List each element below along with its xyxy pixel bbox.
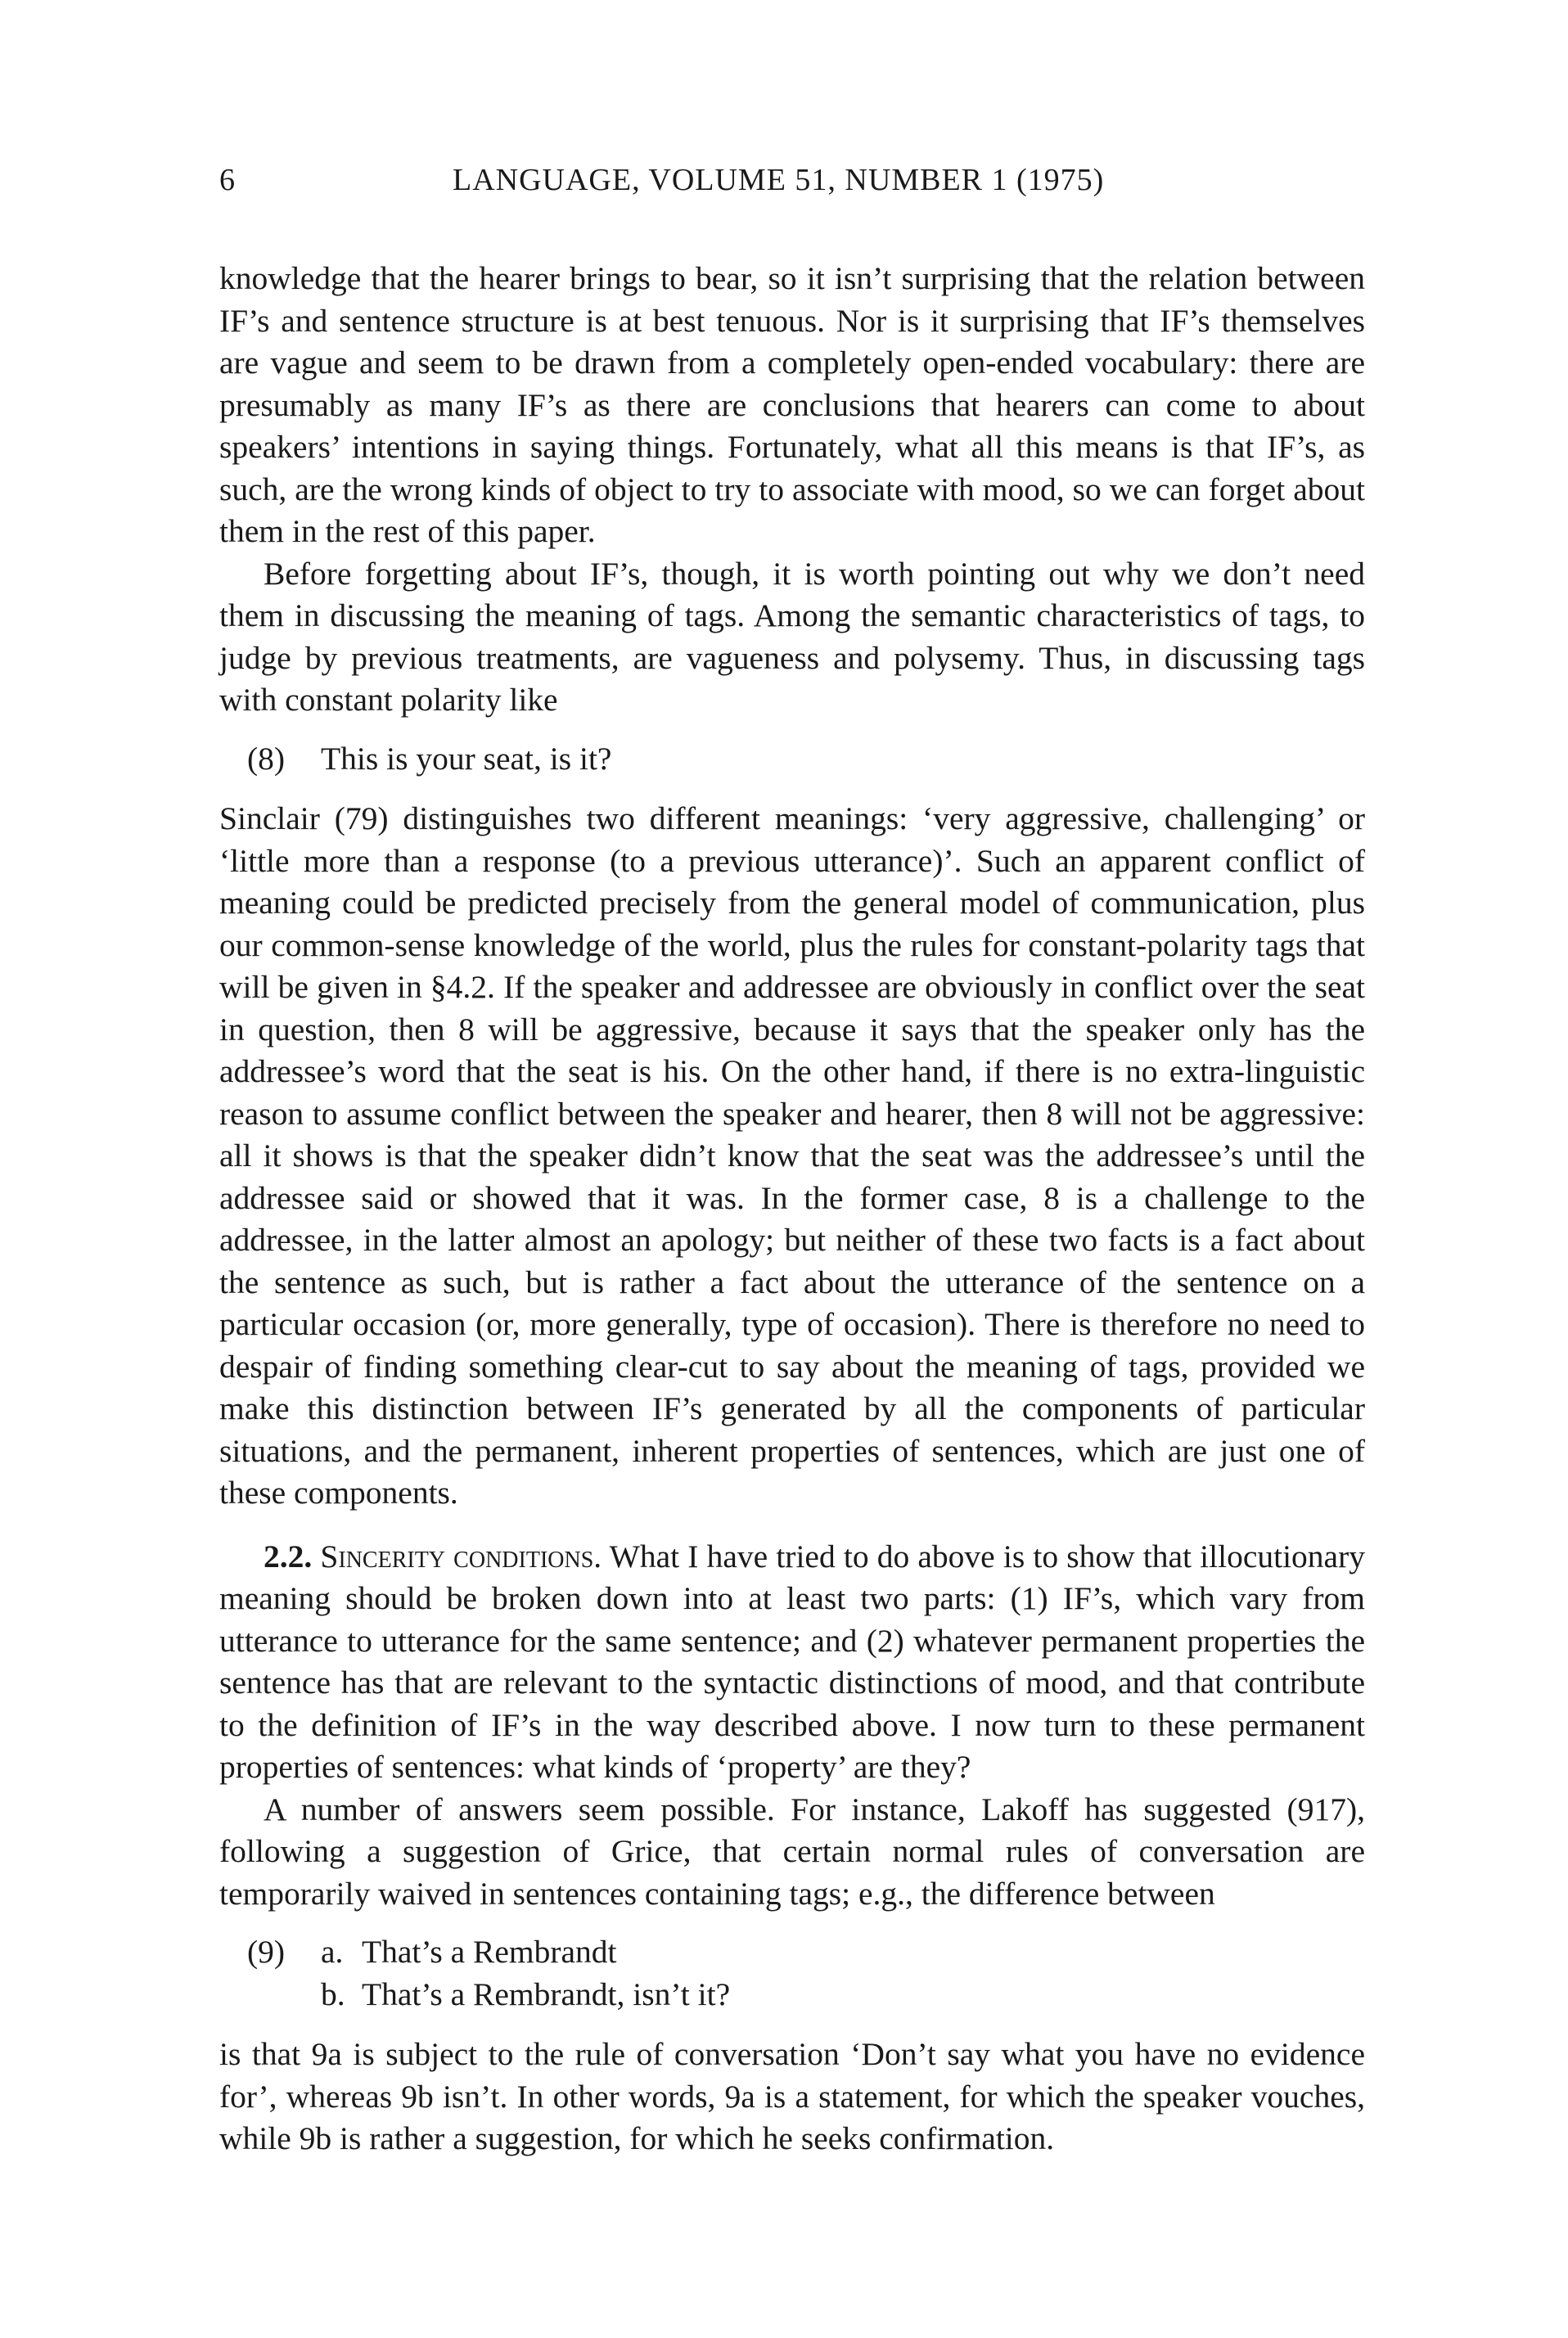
example-text: That’s a Rembrandt	[362, 1934, 617, 1970]
page-number: 6	[219, 163, 235, 197]
example-sublabel: a.	[321, 1934, 344, 1970]
section-paragraph	[219, 1536, 1365, 1789]
paragraph-lakoff: A number of answers seem possible. For instance, Lakoff has suggested (917), following a suggestion of Grice, that certain normal rules of conversation are temporarily waived in sentences containing tags; e.g., the difference between	[219, 1791, 1365, 1912]
article-body	[219, 258, 1365, 2160]
example-row	[247, 1974, 1365, 2016]
paragraph-sinclair: Sinclair (79) distinguishes two different meanings: ‘very aggressive, challenging’ or ‘little more than a response (to a previous utterance)’. Such an apparent conflict of meaning could be predicted precisely from the general model of communication, plus our common-sense knowledge of the world, plus the rules for constant-polarity tags that will be given in §4.2. If the speaker and addressee are obviously in conflict over the seat in question, then 8 will be aggressive, because it says that the speaker only has the addressee’s word that the seat is his. On the other hand, if there is no extra-linguistic reason to assume conflict between the speaker and hearer, then 8 will not be aggressive: all it shows is that the speaker didn’t know that the seat was the addressee’s until the addressee said or showed that it was. In the former case, 8 is a challenge to the addressee, in the latter almost an apology; but neither of these two facts is a fact about the sentence as such, but is rather a fact about the utterance of the sentence on a particular occasion (or, more generally, type of occasion). There is therefore no need to despair of finding something clear-cut to say about the meaning of tags, provided we make this distinction between IF’s generated by all the components of particular situations, and the permanent, inherent properties of sentences, which are just one of these components.	[219, 800, 1365, 1511]
example-sublabel: b.	[321, 1975, 345, 2012]
example-number: (9)	[247, 1934, 286, 1970]
paragraph-if-tags: Before forgetting about IF’s, though, it is worth pointing out why we don’t need them in discussing the meaning of tags. Among the semantic characteristics of tags, to judge by previous treatments, are vagueness and polysemy. Thus, in discussing tags with constant polarity like	[219, 555, 1365, 718]
example-row	[247, 1931, 1365, 1974]
paragraph-continued: knowledge that the hearer brings to bear, so it isn’t surprising that the relation between IF’s and sentence structure is at best tenuous. Nor is it surprising that IF’s themselves are vague and seem to be drawn from a completely open-ended vocabulary: there are presumably as many IF’s as there are conclusions that hearers can come to about speakers’ intentions in saying things. Fortunately, what all this means is that IF’s, as such, are the wrong kinds of object to try to associate with mood, so we can forget about them in the rest of this paper.	[219, 260, 1365, 549]
paragraph-conclusion: is that 9a is subject to the rule of conversation ‘Don’t say what you have no evidence for’, whereas 9b isn’t. In other words, 9a is a statement, for which the speaker vouches, while 9b is rather a suggestion, for which he seeks confirmation.	[219, 2036, 1365, 2156]
example-row	[247, 738, 1365, 781]
example-9	[219, 1931, 1365, 2016]
example-number: (8)	[247, 740, 286, 777]
example-text: That’s a Rembrandt, isn’t it?	[362, 1975, 731, 2012]
page-header	[219, 155, 1365, 205]
section-title: Sincerity conditions.	[320, 1538, 602, 1574]
running-title: LANGUAGE, VOLUME 51, NUMBER 1 (1975)	[453, 163, 1105, 197]
example-text: This is your seat, is it?	[321, 740, 612, 777]
example-8	[219, 738, 1365, 781]
section-text: What I have tried to do above is to show that illocutionary meaning should be broken down into at least two parts: (1) IF’s, which vary from utterance to utterance for the same sentence; and (2) whatever permanent properties the sentence has that are relevant to the syntactic distinctions of mood, and that contribute to the definition of IF’s in the way described above. I now turn to these permanent properties of sentences: what kinds of ‘property’ are they?	[219, 1538, 1365, 1785]
section-number: 2.2.	[264, 1538, 313, 1574]
